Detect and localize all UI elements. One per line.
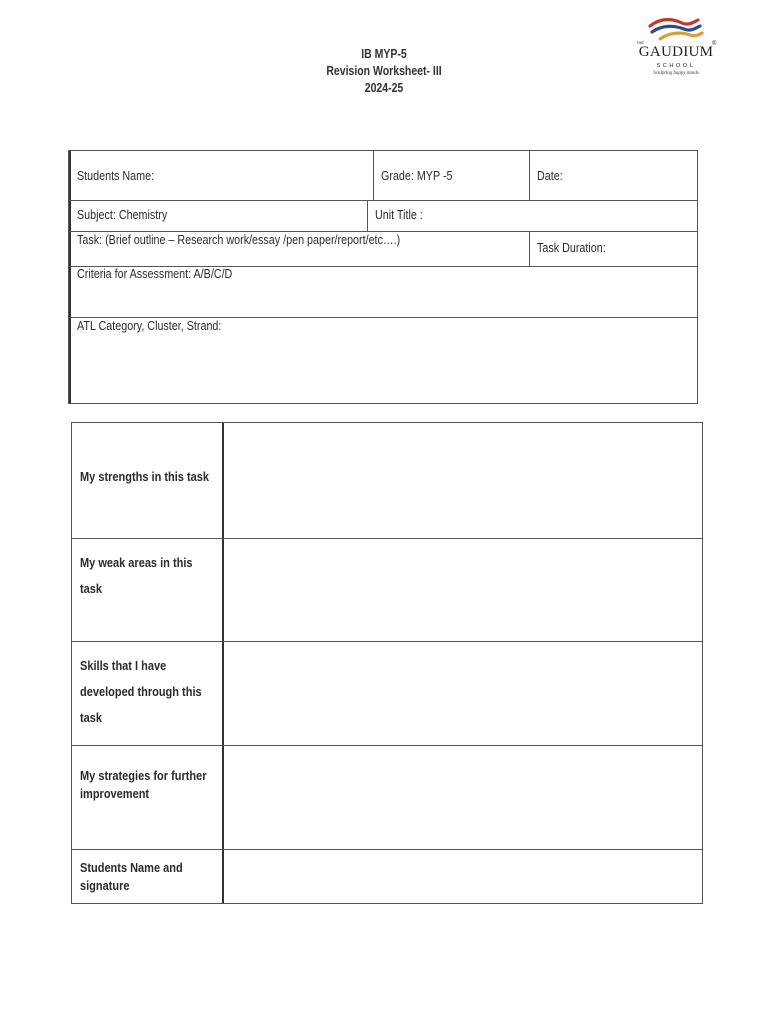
grade-field: Grade: MYP -5: [381, 169, 453, 183]
logo-wordmark: GAUDIUM: [638, 44, 714, 60]
atl-field: ATL Category, Cluster, Strand:: [77, 319, 222, 333]
reflection-table: [71, 422, 703, 904]
header-program: IB MYP-5: [361, 47, 407, 61]
column-divider: [222, 423, 224, 903]
divider: [373, 151, 374, 200]
header-worksheet-title: Revision Worksheet- III: [326, 64, 442, 78]
ribbon-icon: [632, 16, 722, 46]
task-duration-field: Task Duration:: [537, 241, 606, 255]
criteria-field: Criteria for Assessment: A/B/C/D: [77, 267, 233, 281]
row-label-signature: Students Name and signature: [80, 861, 183, 893]
row-label-strategies: My strategies for further improvement: [80, 769, 207, 801]
row-divider: [72, 745, 702, 746]
school-logo: [632, 16, 722, 86]
row-label-strengths: My strengths in this task: [80, 470, 209, 484]
divider: [69, 317, 697, 318]
subject-field: Subject: Chemistry: [77, 208, 168, 222]
row-divider: [72, 849, 702, 850]
logo-tagline: Sculpting happy minds: [653, 71, 699, 76]
registered-mark: ®: [712, 41, 717, 47]
date-field: Date:: [537, 169, 563, 183]
divider: [529, 231, 530, 266]
row-divider: [72, 641, 702, 642]
logo-the: THE: [636, 40, 644, 45]
unit-title-field: Unit Title :: [375, 208, 423, 222]
info-table: [68, 150, 698, 404]
divider: [367, 200, 368, 231]
row-label-weak-areas: My weak areas in this task: [80, 556, 193, 596]
students-name-field: Students Name:: [77, 169, 155, 183]
task-field: Task: (Brief outline – Research work/essay /pen paper/report/etc….): [77, 233, 401, 247]
divider: [69, 231, 697, 232]
worksheet-header: [300, 46, 468, 97]
row-divider: [72, 538, 702, 539]
table-left-border: [69, 151, 71, 403]
divider: [529, 151, 530, 200]
row-label-skills: Skills that I have developed through this task: [80, 659, 202, 725]
logo-school: SCHOOL: [656, 63, 696, 69]
divider: [69, 200, 697, 201]
header-year: 2024-25: [364, 81, 404, 95]
